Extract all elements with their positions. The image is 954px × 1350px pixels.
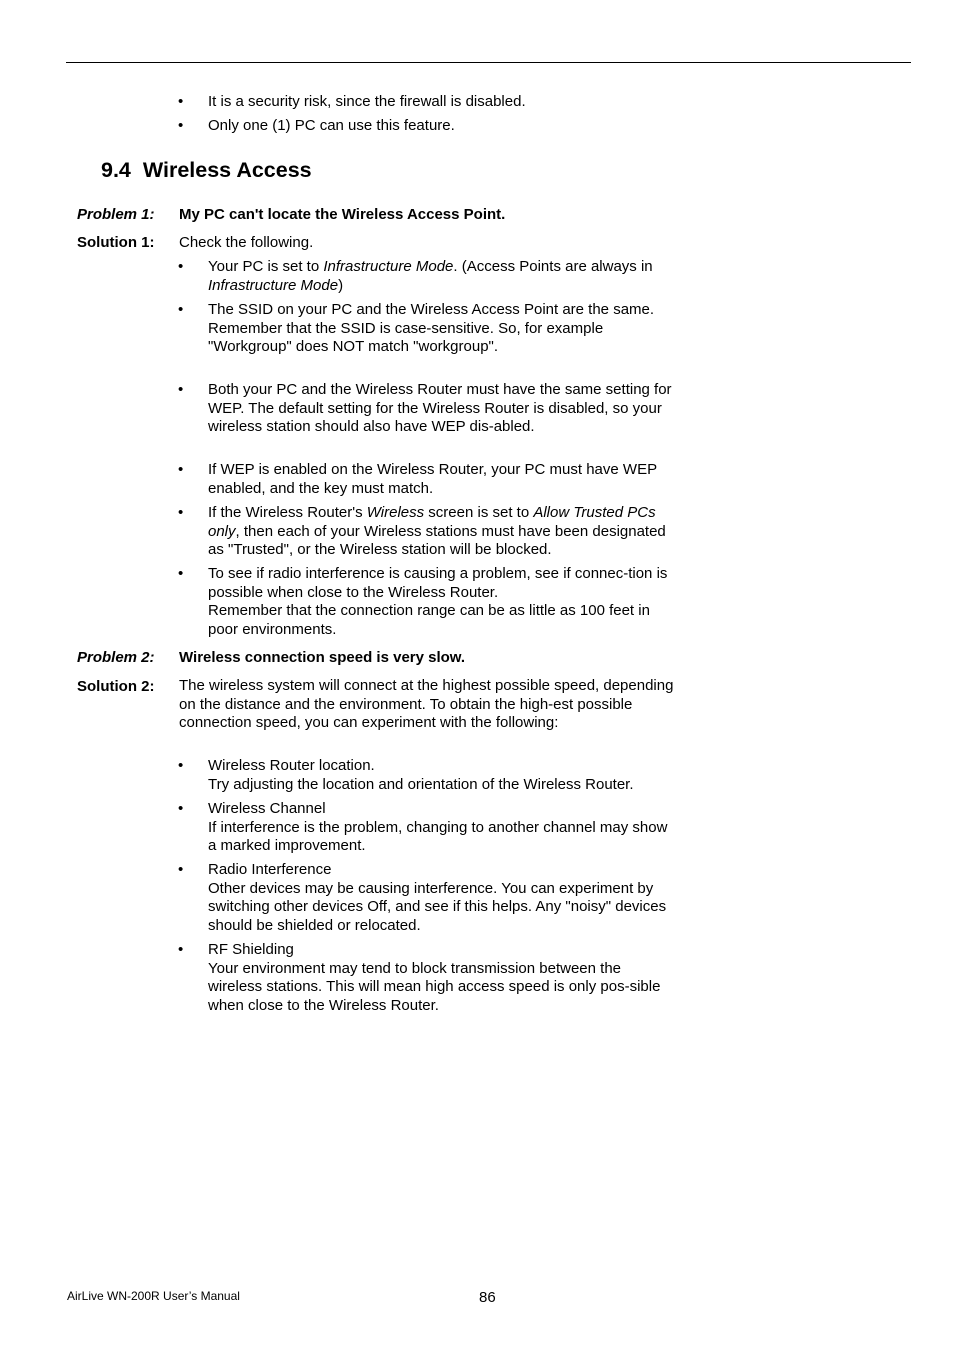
solution-1-intro: Check the following.	[179, 234, 314, 251]
list-item: • If WEP is enabled on the Wireless Router, your PC must have WEP enabled, and the key must match.	[178, 461, 657, 497]
bullet-icon: •	[178, 941, 184, 958]
problem-2-label: Problem 2:	[77, 649, 155, 666]
list-item: • It is a security risk, since the firewall is disabled.	[178, 93, 526, 110]
section-heading	[101, 158, 312, 183]
solution-2-label: Solution 2:	[77, 678, 155, 695]
footer-manual-title: AirLive WN-200R User’s Manual	[67, 1289, 240, 1303]
list-item: • Your PC is set to Infrastructure Mode. (Access Points are always in Infrastructure Mode)	[178, 258, 653, 294]
bullet-icon: •	[178, 258, 184, 275]
list-item: • Wireless Router location. Try adjusting the location and orientation of the Wireless Router.	[178, 757, 634, 793]
solution-1-label: Solution 1:	[77, 234, 155, 251]
bullet-icon: •	[178, 757, 184, 774]
bullet-icon: •	[178, 301, 184, 318]
list-item: • Only one (1) PC can use this feature.	[178, 117, 455, 134]
list-item: • To see if radio interference is causing a problem, see if connec-tion is possible when close to the Wireless Router. Remember that the connection range can be as little as 100 feet in poor environments.	[178, 565, 668, 638]
solution-2-intro: The wireless system will connect at the highest possible speed, depending on the distance and the environment. To obtain the high-est possible connection speed, you can experiment with the following:	[179, 677, 674, 731]
list-item: • Radio Interference Other devices may be causing interference. You can experiment by switching other devices Off, and see if this helps. Any "noisy" devices should be shielded or relocated.	[178, 861, 667, 934]
list-item: • The SSID on your PC and the Wireless Access Point are the same. Remember that the SSID is case-sensitive. So, for example "Workgroup" does NOT match "workgroup".	[178, 301, 655, 355]
bullet-icon: •	[178, 504, 184, 521]
problem-1-text: My PC can't locate the Wireless Access Point.	[179, 206, 506, 223]
list-item: • Both your PC and the Wireless Router must have the same setting for WEP. The default setting for the Wireless Router is disabled, so your wireless station should also have WEP dis-abled.	[178, 381, 672, 435]
bullet-icon: •	[178, 861, 184, 878]
bullet-icon: •	[178, 93, 184, 110]
bullet-icon: •	[178, 565, 184, 582]
list-item: • If the Wireless Router's Wireless screen is set to Allow Trusted PCs only, then each of your Wireless stations must have been designated as "Trusted", or the Wireless station will be blocked.	[178, 504, 666, 558]
bullet-icon: •	[178, 800, 184, 817]
list-item: • RF Shielding Your environment may tend to block transmission between the wireless stations. This will mean high access speed is only pos-sible when close to the Wireless Router.	[178, 941, 661, 1014]
bullet-icon: •	[178, 117, 184, 134]
bullet-icon: •	[178, 461, 184, 478]
section-number: 9.4	[101, 158, 131, 182]
page-number: 86	[479, 1289, 496, 1306]
problem-2-text: Wireless connection speed is very slow.	[179, 649, 466, 666]
bullet-icon: •	[178, 381, 184, 398]
section-title: Wireless Access	[142, 158, 312, 182]
header-rule	[66, 62, 911, 63]
problem-1-label: Problem 1:	[77, 206, 155, 223]
list-item: • Wireless Channel If interference is the problem, changing to another channel may show a marked improvement.	[178, 800, 668, 854]
